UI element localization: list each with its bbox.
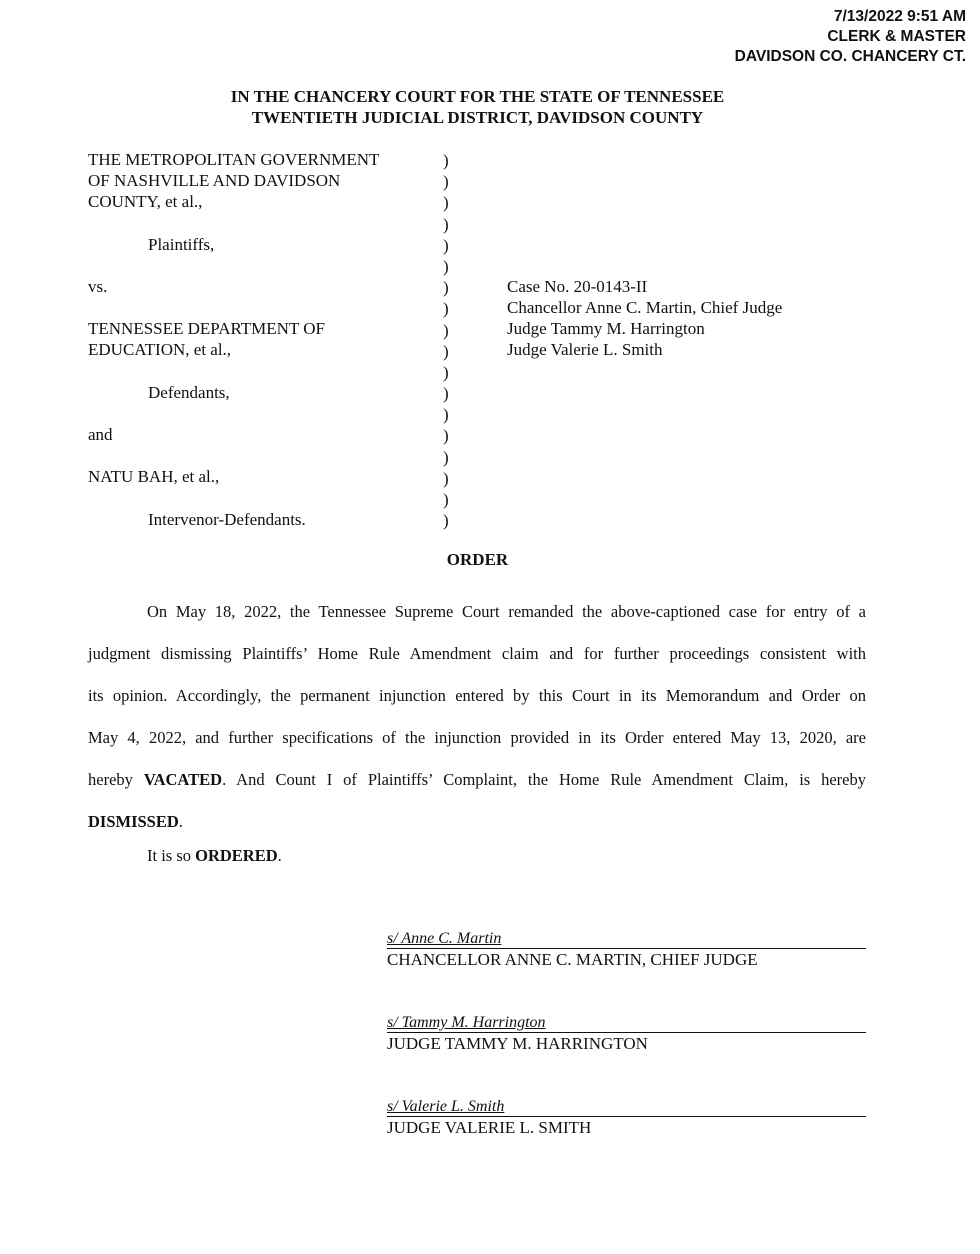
defendant-name-line1: TENNESSEE DEPARTMENT OF bbox=[88, 319, 326, 338]
signature-block-smith bbox=[387, 1098, 866, 1139]
and-label: and bbox=[88, 425, 113, 444]
order-title: ORDER bbox=[446, 550, 509, 569]
order-body-text: . bbox=[178, 812, 183, 831]
order-body-line: judgment dismissing Plaintiffs’ Home Rule Amendment claim and for further proceedings consistent with bbox=[88, 644, 866, 663]
paren: ) bbox=[443, 214, 449, 234]
signatory-name: JUDGE VALERIE L. SMITH bbox=[387, 1118, 592, 1137]
signature-line: s/ Tammy M. Harrington bbox=[387, 1014, 866, 1033]
paren: ) bbox=[443, 172, 449, 192]
defendant-name-line2: EDUCATION, et al., bbox=[88, 340, 232, 359]
paren: ) bbox=[443, 405, 449, 425]
order-body-line: May 4, 2022, and further specifications of the injunction provided in its Order entered May 13, 2020, are bbox=[88, 728, 866, 747]
intervenor-name: NATU BAH, et al., bbox=[88, 467, 220, 486]
stamp-clerk: CLERK & MASTER bbox=[827, 28, 966, 45]
case-info bbox=[507, 276, 782, 360]
judge-line-2: Judge Tammy M. Harrington bbox=[507, 319, 705, 338]
defendants-label: Defendants, bbox=[148, 383, 230, 402]
order-body-line: its opinion. Accordingly, the permanent injunction entered by this Court in its Memorandum and Order on bbox=[88, 686, 866, 705]
paren: ) bbox=[443, 384, 449, 404]
paren: ) bbox=[443, 426, 449, 446]
court-heading-line2: TWENTIETH JUDICIAL DISTRICT, DAVIDSON COUNTY bbox=[251, 108, 704, 127]
plaintiff-name-line3: COUNTY, et al., bbox=[88, 192, 203, 211]
stamp-court: DAVIDSON CO. CHANCERY CT. bbox=[734, 48, 966, 65]
order-body-line bbox=[88, 759, 866, 801]
paren: ) bbox=[443, 341, 449, 361]
so-ordered-line bbox=[147, 845, 282, 866]
paren: ) bbox=[443, 490, 449, 509]
paren: ) bbox=[443, 278, 449, 298]
paren: ) bbox=[443, 193, 449, 213]
paren: ) bbox=[443, 299, 449, 319]
paren: ) bbox=[443, 447, 449, 467]
paren: ) bbox=[443, 511, 449, 531]
plaintiff-name bbox=[88, 149, 379, 212]
filing-stamp bbox=[735, 7, 966, 67]
order-body-line: On May 18, 2022, the Tennessee Supreme Court remanded the above-captioned case for entry of a bbox=[147, 602, 866, 621]
signatory-name: CHANCELLOR ANNE C. MARTIN, CHIEF JUDGE bbox=[387, 950, 758, 969]
ordered-word: ORDERED bbox=[195, 846, 278, 865]
caption-paren-column bbox=[443, 150, 449, 531]
plaintiff-name-line1: THE METROPOLITAN GOVERNMENT bbox=[88, 150, 380, 169]
paren: ) bbox=[443, 468, 449, 488]
signature-block-harrington bbox=[387, 1014, 866, 1055]
so-ordered-period: . bbox=[277, 846, 282, 865]
paren: ) bbox=[443, 235, 449, 255]
signatory-name: JUDGE TAMMY M. HARRINGTON bbox=[387, 1034, 648, 1053]
order-body-line bbox=[88, 801, 866, 843]
paren: ) bbox=[443, 320, 449, 340]
signature-line: s/ Anne C. Martin bbox=[387, 930, 866, 949]
paren: ) bbox=[443, 151, 449, 170]
court-heading-line1: IN THE CHANCERY COURT FOR THE STATE OF TENNESSEE bbox=[230, 87, 725, 106]
so-ordered-text: It is so bbox=[147, 846, 196, 865]
defendant-name bbox=[88, 318, 325, 360]
paren: ) bbox=[443, 256, 449, 276]
judge-line-3: Judge Valerie L. Smith bbox=[507, 340, 663, 359]
intervenors-label: Intervenor-Defendants. bbox=[148, 510, 306, 529]
court-heading bbox=[0, 86, 955, 128]
case-number: Case No. 20-0143-II bbox=[507, 277, 648, 296]
versus-label: vs. bbox=[88, 277, 108, 296]
vacated-word: VACATED bbox=[143, 770, 223, 789]
order-body-text: . And Count I of Plaintiffs’ Complaint, the Home Rule Amendment Claim, is hereby bbox=[222, 770, 866, 789]
plaintiffs-label: Plaintiffs, bbox=[148, 235, 215, 254]
judge-line-1: Chancellor Anne C. Martin, Chief Judge bbox=[507, 298, 783, 317]
order-body-text: hereby bbox=[88, 770, 144, 789]
dismissed-word: DISMISSED bbox=[88, 812, 179, 831]
signature-line: s/ Valerie L. Smith bbox=[387, 1098, 866, 1117]
paren: ) bbox=[443, 362, 449, 382]
signature-block-martin bbox=[387, 930, 866, 971]
plaintiff-name-line2: OF NASHVILLE AND DAVIDSON bbox=[88, 171, 341, 190]
order-body bbox=[88, 591, 866, 843]
stamp-datetime: 7/13/2022 9:51 AM bbox=[833, 8, 966, 25]
